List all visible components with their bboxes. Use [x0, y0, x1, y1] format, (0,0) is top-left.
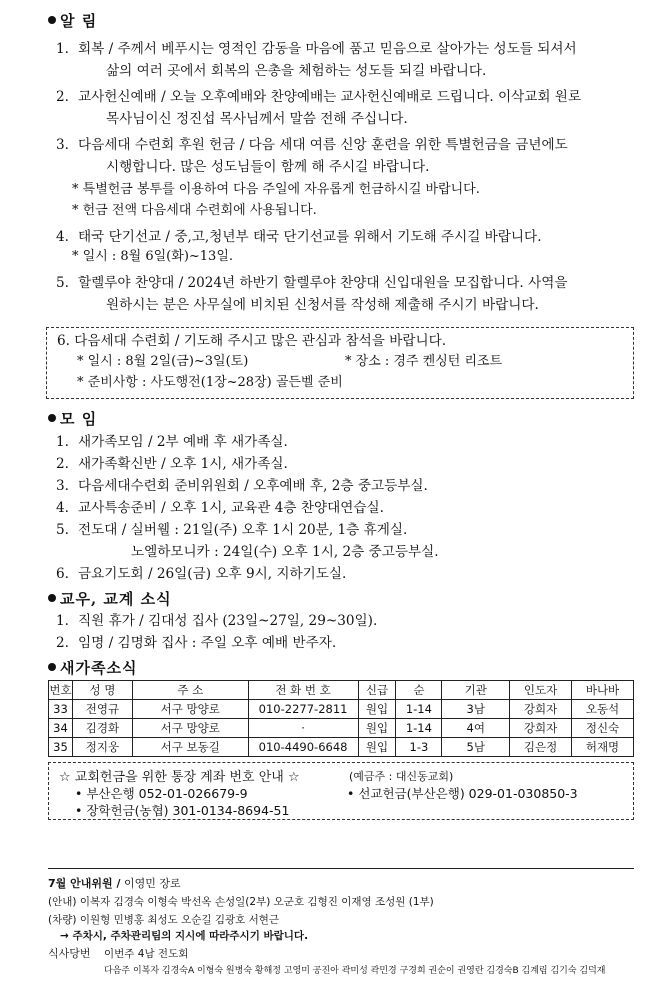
table-row: 33 전영규 서구 망양로 010-2277-2811 원입 1-14 3남 강희자 오동석	[49, 700, 634, 719]
guide-line: (안내) 이복자 김경숙 이형숙 박선옥 손성일(2부) 오군호 김형진 이재영 조성원 (1부)	[48, 896, 434, 908]
meeting-item: 2. 새가족확신반 / 오후 1시, 새가족실.	[56, 456, 288, 472]
meal-next-week: 다음주 이복자 김경숙A 이형숙 원병숙 황해정 고영미 공진아 곽미성 곽민경 구경희 권순이 권영란 김경숙B 김계림 김기숙 김덕재	[104, 966, 606, 976]
account-scholar: • 장학헌금(농협) 301-0134-8694-51	[75, 803, 290, 818]
notice-item-4-sub-1: * 일시 : 8월 6일(화)~13일.	[72, 249, 234, 264]
newfamily-heading: 새가족소식	[48, 657, 137, 678]
meal-label: 식사당번	[48, 947, 91, 960]
retreat-prep: * 준비사항 : 사도행전(1장~28장) 골든벨 준비	[77, 375, 343, 390]
notice-item-1: 1. 회복 / 주께서 베푸시는 영적인 감동을 마음에 품고 믿음으로 살아가는 성도들 되셔서 삶의 여러 곳에서 회복의 은총을 체험하는 성도들 되길 바랍니다.	[56, 41, 577, 79]
meeting-item: 4. 교사특송준비 / 오후 1시, 교육관 4층 찬양대연습실.	[56, 500, 384, 516]
staff-item: 2. 임명 / 김명화 집사 : 주일 오후 예배 반주자.	[56, 635, 337, 651]
bullet-icon	[48, 594, 56, 602]
account-title: ☆ 교회헌금을 위한 통장 계좌 번호 안내 ☆	[59, 770, 300, 785]
footer-divider	[48, 868, 634, 869]
staff-heading: 교우, 교계 소식	[48, 588, 172, 609]
guide-heading: 7월 안내위원 / 이영민 장로	[48, 877, 181, 890]
retreat-box	[46, 327, 634, 399]
meeting-item-cont: 노엘하모니카 : 24일(수) 오후 1시, 2층 중고등부실.	[131, 544, 439, 560]
notice-item-3-sub-2: * 헌금 전액 다음세대 수련회에 사용됩니다.	[72, 203, 317, 218]
car-line: (차량) 이원형 민병홍 최성도 오순길 김광호 서현근	[48, 914, 280, 926]
meeting-item: 1. 새가족모임 / 2부 예배 후 새가족실.	[56, 434, 288, 450]
account-box	[48, 762, 634, 820]
table-row: 35 정지웅 서구 보동길 010-4490-6648 원입 1-3 5남 김은정 허재명	[49, 738, 634, 757]
notice-item-3: 3. 다음세대 수련회 후원 헌금 / 다음 세대 여름 신앙 훈련을 위한 특별헌금을 금년에도 시행합니다. 많은 성도님들이 함께 해 주시길 바랍니다.	[56, 137, 568, 175]
newfamily-table	[48, 680, 634, 757]
account-mission: • 선교헌금(부산은행) 029-01-030850-3	[347, 786, 578, 801]
retreat-date: * 일시 : 8월 2일(금)~3일(토)	[77, 354, 249, 369]
staff-item: 1. 직원 휴가 / 김대성 집사 (23일~27일, 29~30일).	[56, 613, 378, 629]
bullet-icon	[48, 663, 56, 671]
notice-item-2: 2. 교사헌신예배 / 오늘 오후예배와 찬양예배는 교사헌신예배로 드립니다. 이삭교회 원로 목사님이신 정진섭 목사님께서 말씀 전해 주십니다.	[56, 89, 582, 127]
parking-note: → 주차시, 주차관리팀의 지시에 따라주시기 바랍니다.	[60, 930, 309, 942]
bullet-icon	[48, 414, 56, 422]
notice-item-4: 4. 태국 단기선교 / 중,고,청년부 태국 단기선교를 위해서 기도해 주시길 바랍니다.	[56, 229, 542, 245]
table-header-row: 번호 성 명 주 소 전 화 번 호 신급 순 기관 인도자 바나바	[49, 681, 634, 700]
meal-this-week: 이번주 4남 전도회	[104, 948, 189, 960]
notice-item-5: 5. 할렐루야 찬양대 / 2024년 하반기 할렐루야 찬양대 신입대원을 모집합니다. 사역을 원하시는 분은 사무실에 비치된 신청서를 작성해 제출해 주시기 바랍니다.	[56, 275, 568, 313]
retreat-place: * 장소 : 경주 켄싱턴 리조트	[345, 354, 503, 369]
meeting-item: 6. 금요기도회 / 26일(금) 오후 9시, 지하기도실.	[56, 566, 347, 582]
meetings-heading: 모 임	[48, 408, 97, 429]
account-holder: (예금주 : 대신동교회)	[349, 770, 454, 783]
notice-item-3-sub-1: * 특별헌금 봉투를 이용하여 다음 주일에 자유롭게 헌금하시길 바랍니다.	[72, 182, 480, 197]
bullet-icon	[48, 16, 56, 24]
retreat-line: 6. 다음세대 수련회 / 기도해 주시고 많은 관심과 참석을 바랍니다.	[57, 333, 447, 349]
table-row: 34 김경화 서구 망양로 · 원입 1-14 4여 강희자 정신숙	[49, 719, 634, 738]
meeting-item: 3. 다음세대수련회 준비위원회 / 오후예배 후, 2층 중고등부실.	[56, 478, 428, 494]
account-busan: • 부산은행 052-01-026679-9	[75, 786, 248, 801]
notices-heading: 알 림	[48, 10, 97, 31]
meeting-item: 5. 전도대 / 실버웰 : 21일(주) 오후 1시 20분, 1층 휴게실.	[56, 522, 408, 538]
